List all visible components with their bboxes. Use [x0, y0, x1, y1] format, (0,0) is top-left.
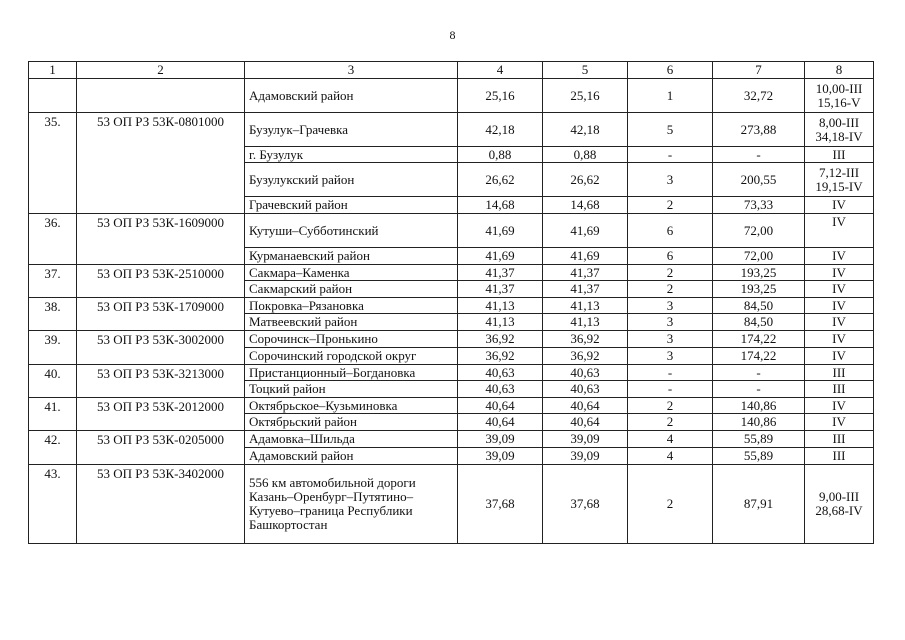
category-cell — [805, 113, 874, 147]
value-c7: 73,33 — [713, 197, 805, 214]
value-c7: 140,86 — [713, 398, 805, 414]
value-c7: - — [713, 365, 805, 381]
road-code: 53 ОП РЗ 53К-3213000 — [77, 365, 245, 398]
road-name — [245, 381, 458, 398]
value-c5: 26,62 — [543, 163, 628, 197]
category-line: 10,00-III — [815, 80, 863, 96]
value-c6: 2 — [628, 398, 713, 414]
value-c6: 3 — [628, 331, 713, 348]
road-name — [245, 398, 458, 414]
road-name — [245, 113, 458, 147]
road-name-line: 556 км автомобильной дороги — [249, 475, 416, 490]
value-c4: 41,37 — [458, 281, 543, 298]
value-c6: 2 — [628, 465, 713, 544]
road-name-line: Адамовка–Шильда — [249, 431, 355, 446]
value-c4: 41,13 — [458, 298, 543, 314]
value-c4: 41,37 — [458, 265, 543, 281]
value-c6: - — [628, 147, 713, 163]
value-c5: 42,18 — [543, 113, 628, 147]
value-c5: 41,13 — [543, 298, 628, 314]
road-code: 53 ОП РЗ 53К-2510000 — [77, 265, 245, 298]
category-line: 15,16-V — [817, 94, 861, 110]
category-cell — [805, 331, 874, 348]
value-c7: - — [713, 381, 805, 398]
road-name-line: Адамовский район — [249, 448, 354, 463]
value-c6: 5 — [628, 113, 713, 147]
value-c5: 41,69 — [543, 248, 628, 265]
value-c5: 40,64 — [543, 414, 628, 431]
category-line: IV — [832, 264, 846, 280]
road-name — [245, 281, 458, 298]
value-c6: 2 — [628, 281, 713, 298]
category-line: IV — [832, 348, 846, 363]
category-line: IV — [832, 297, 846, 313]
road-name — [245, 314, 458, 331]
category-line: III — [832, 146, 846, 162]
road-name-line: Кутуево–граница Республики — [249, 503, 413, 518]
value-c6: 4 — [628, 431, 713, 448]
road-name-line: Казань–Оренбург–Путятино– — [249, 489, 414, 504]
value-c4: 41,69 — [458, 248, 543, 265]
road-name-line: Кутуши–Субботинский — [249, 222, 379, 238]
road-name-line: Сорочинск–Пронькино — [249, 331, 378, 346]
value-c6: - — [628, 365, 713, 381]
category-line: III — [832, 448, 846, 463]
value-c4: 40,63 — [458, 365, 543, 381]
category-line: IV — [832, 197, 846, 212]
road-name-line: Сакмарский район — [249, 281, 353, 296]
item-number: 40. — [29, 365, 77, 398]
road-name — [245, 414, 458, 431]
road-name-line: Сакмара–Каменка — [249, 264, 350, 280]
category-line: 7,12-III — [818, 164, 860, 180]
value-c7: 72,00 — [713, 214, 805, 248]
value-c4: 36,92 — [458, 331, 543, 348]
item-number — [29, 79, 77, 113]
category-line: 19,15-IV — [815, 178, 863, 194]
value-c7: 84,50 — [713, 314, 805, 331]
road-name — [245, 163, 458, 197]
value-c4: 25,16 — [458, 79, 543, 113]
road-code: 53 ОП РЗ 53К-0205000 — [77, 431, 245, 465]
category-cell — [805, 147, 874, 163]
category-cell — [805, 281, 874, 298]
item-number: 41. — [29, 398, 77, 431]
category-line: 8,00-III — [818, 114, 860, 130]
category-cell — [805, 197, 874, 214]
road-code: 53 ОП РЗ 53К-3402000 — [77, 465, 245, 544]
road-name — [245, 331, 458, 348]
value-c5: 36,92 — [543, 348, 628, 365]
category-cell — [805, 348, 874, 365]
value-c7: 273,88 — [713, 113, 805, 147]
value-c7: - — [713, 147, 805, 163]
table-row — [29, 398, 874, 414]
road-name — [245, 448, 458, 465]
value-c6: 2 — [628, 414, 713, 431]
value-c7: 174,22 — [713, 348, 805, 365]
value-c5: 41,37 — [543, 281, 628, 298]
road-name — [245, 298, 458, 314]
category-cell — [805, 214, 874, 248]
value-c6: 3 — [628, 314, 713, 331]
table-row — [29, 431, 874, 448]
value-c5: 41,37 — [543, 265, 628, 281]
item-number: 39. — [29, 331, 77, 365]
value-c5: 37,68 — [543, 465, 628, 544]
value-c6: 6 — [628, 214, 713, 248]
value-c6: 2 — [628, 197, 713, 214]
category-cell — [805, 248, 874, 265]
value-c6: 3 — [628, 348, 713, 365]
item-number: 43. — [29, 465, 77, 544]
road-name — [245, 147, 458, 163]
category-line: IV — [832, 331, 846, 346]
road-name — [245, 465, 458, 544]
value-c7: 200,55 — [713, 163, 805, 197]
category-cell — [805, 431, 874, 448]
header-cell: 5 — [543, 62, 628, 79]
road-name-line: Октябрьское–Кузьминовка — [249, 397, 398, 413]
value-c6: 4 — [628, 448, 713, 465]
category-cell — [805, 163, 874, 197]
value-c4: 37,68 — [458, 465, 543, 544]
header-cell: 4 — [458, 62, 543, 79]
value-c4: 42,18 — [458, 113, 543, 147]
value-c7: 87,91 — [713, 465, 805, 544]
value-c4: 41,13 — [458, 314, 543, 331]
category-cell — [805, 448, 874, 465]
category-cell — [805, 265, 874, 281]
value-c4: 39,09 — [458, 448, 543, 465]
category-cell — [805, 465, 874, 544]
road-code: 53 ОП РЗ 53К-1609000 — [77, 214, 245, 265]
value-c5: 40,63 — [543, 381, 628, 398]
value-c5: 39,09 — [543, 448, 628, 465]
value-c4: 40,64 — [458, 414, 543, 431]
road-name-line: Грачевский район — [249, 197, 348, 212]
category-line: III — [832, 364, 846, 380]
header-cell: 2 — [77, 62, 245, 79]
road-name-line: г. Бузулук — [249, 146, 304, 162]
value-c4: 36,92 — [458, 348, 543, 365]
category-line: IV — [832, 248, 846, 263]
value-c4: 26,62 — [458, 163, 543, 197]
road-code — [77, 79, 245, 113]
category-cell — [805, 414, 874, 431]
category-line: 28,68-IV — [815, 503, 863, 518]
road-name — [245, 431, 458, 448]
road-name-line: Тоцкий район — [249, 381, 326, 396]
value-c5: 25,16 — [543, 79, 628, 113]
road-name-line: Пристанционный–Богдановка — [249, 364, 416, 380]
value-c7: 55,89 — [713, 448, 805, 465]
road-code: 53 ОП РЗ 53К-2012000 — [77, 398, 245, 431]
table-row — [29, 331, 874, 348]
category-line: 9,00-III — [818, 489, 860, 504]
value-c6: 3 — [628, 298, 713, 314]
value-c6: 3 — [628, 163, 713, 197]
road-name — [245, 214, 458, 248]
table-header-row — [29, 62, 874, 79]
item-number: 35. — [29, 113, 77, 214]
category-line: IV — [832, 314, 846, 329]
value-c4: 41,69 — [458, 214, 543, 248]
table-row — [29, 365, 874, 381]
table-row — [29, 298, 874, 314]
value-c4: 40,64 — [458, 398, 543, 414]
road-name — [245, 197, 458, 214]
table-row — [29, 79, 874, 113]
road-name-line: Башкортостан — [249, 517, 328, 532]
value-c6: 6 — [628, 248, 713, 265]
table-body — [29, 62, 874, 544]
value-c7: 84,50 — [713, 298, 805, 314]
category-line: IV — [832, 414, 846, 429]
value-c5: 14,68 — [543, 197, 628, 214]
road-code: 53 ОП РЗ 53К-3002000 — [77, 331, 245, 365]
value-c5: 36,92 — [543, 331, 628, 348]
value-c7: 193,25 — [713, 265, 805, 281]
category-line: III — [832, 431, 846, 446]
road-name-line: Октябрьский район — [249, 414, 357, 429]
road-name-line: Матвеевский район — [249, 314, 358, 329]
category-line: III — [832, 381, 846, 396]
road-name — [245, 248, 458, 265]
value-c7: 72,00 — [713, 248, 805, 265]
road-code: 53 ОП РЗ 53К-0801000 — [77, 113, 245, 214]
header-cell: 6 — [628, 62, 713, 79]
value-c7: 32,72 — [713, 79, 805, 113]
value-c5: 41,69 — [543, 214, 628, 248]
header-cell: 7 — [713, 62, 805, 79]
item-number: 42. — [29, 431, 77, 465]
header-cell: 3 — [245, 62, 458, 79]
road-name-line: Покровка–Рязановка — [249, 297, 364, 313]
road-table — [28, 61, 874, 544]
category-cell — [805, 314, 874, 331]
value-c4: 39,09 — [458, 431, 543, 448]
category-line: IV — [832, 214, 846, 229]
value-c5: 41,13 — [543, 314, 628, 331]
table-row — [29, 113, 874, 147]
value-c7: 55,89 — [713, 431, 805, 448]
value-c5: 39,09 — [543, 431, 628, 448]
value-c4: 0,88 — [458, 147, 543, 163]
road-name-line: Курманаевский район — [249, 248, 370, 263]
table-row — [29, 465, 874, 544]
road-name-line: Бузулук–Грачевка — [249, 121, 349, 137]
category-cell — [805, 79, 874, 113]
category-line: IV — [832, 281, 846, 296]
road-code: 53 ОП РЗ 53К-1709000 — [77, 298, 245, 331]
header-cell: 8 — [805, 62, 874, 79]
table-row — [29, 265, 874, 281]
road-name-line: Сорочинский городской округ — [249, 348, 417, 363]
road-name — [245, 348, 458, 365]
value-c7: 140,86 — [713, 414, 805, 431]
value-c5: 0,88 — [543, 147, 628, 163]
header-cell: 1 — [29, 62, 77, 79]
road-name — [245, 79, 458, 113]
page-number: 8 — [449, 28, 456, 42]
category-cell — [805, 365, 874, 381]
item-number: 37. — [29, 265, 77, 298]
value-c6: - — [628, 381, 713, 398]
road-name-line: Бузулукский район — [249, 171, 355, 187]
category-line: IV — [832, 397, 846, 413]
category-cell — [805, 381, 874, 398]
value-c5: 40,63 — [543, 365, 628, 381]
value-c5: 40,64 — [543, 398, 628, 414]
item-number: 36. — [29, 214, 77, 265]
item-number: 38. — [29, 298, 77, 331]
value-c6: 1 — [628, 79, 713, 113]
road-name — [245, 365, 458, 381]
value-c4: 40,63 — [458, 381, 543, 398]
road-name-line: Адамовский район — [249, 87, 354, 103]
table-row — [29, 214, 874, 248]
road-name — [245, 265, 458, 281]
value-c7: 174,22 — [713, 331, 805, 348]
value-c4: 14,68 — [458, 197, 543, 214]
category-cell — [805, 398, 874, 414]
value-c6: 2 — [628, 265, 713, 281]
value-c7: 193,25 — [713, 281, 805, 298]
category-cell — [805, 298, 874, 314]
category-line: 34,18-IV — [815, 128, 863, 144]
